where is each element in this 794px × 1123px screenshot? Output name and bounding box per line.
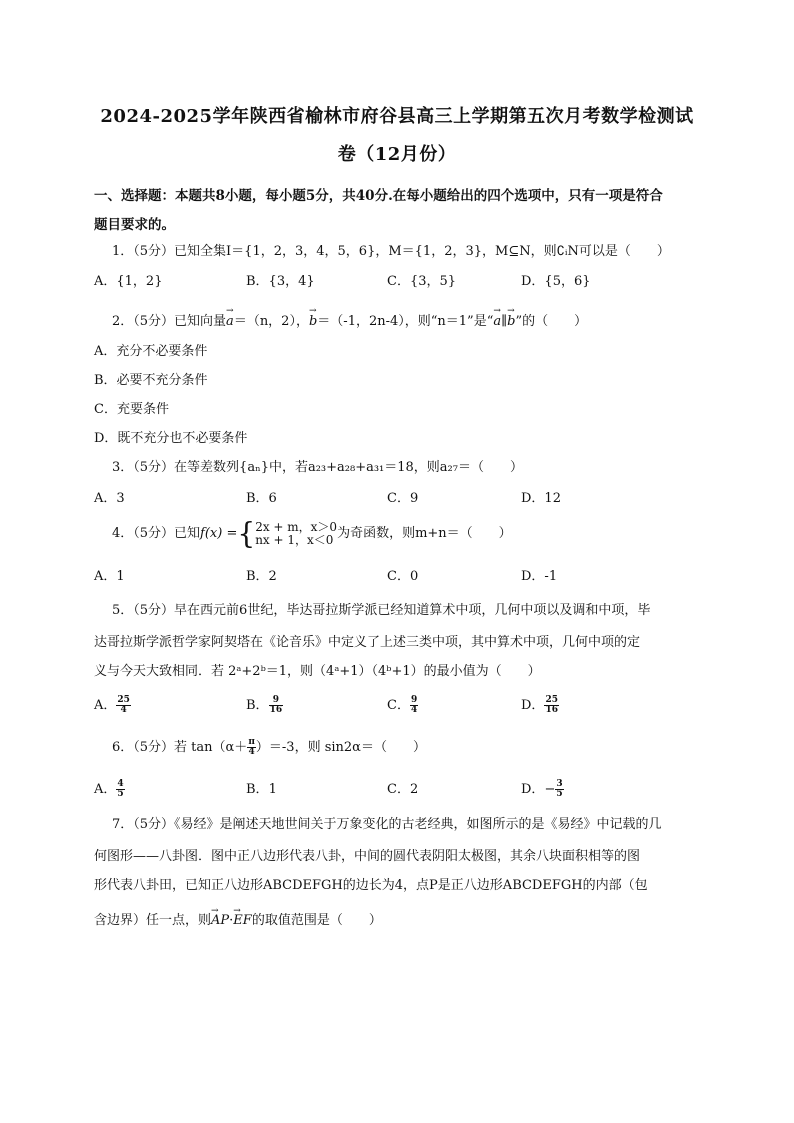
piecewise-cases — [255, 521, 337, 547]
numerator: 25 — [117, 695, 130, 705]
vector-a: → a — [226, 307, 234, 336]
section-instructions-line2: 题目要求的。 — [94, 217, 175, 233]
question-4-stem-prefix: 4．（5分）已知 — [112, 526, 201, 541]
question-5-line1: 5．（5分）早在西元前6世纪，毕达哥拉斯学派已经知道算术中项，几何中项以及调和中项，毕 — [112, 603, 651, 618]
fraction — [544, 696, 559, 715]
section-instructions-line1: 一、选择题：本题共8小题，每小题5分，共40分.在每小题给出的四个选项中，只有一项是符合 — [94, 188, 663, 204]
numerator: 3 — [556, 779, 563, 789]
question-2-option-b: B．必要不充分条件 — [94, 373, 208, 388]
exam-title-line1: 2024-2025学年陕西省榆林市府谷县高三上学期第五次月考数学检测试 — [100, 106, 694, 127]
question-3-option-a: A．3 — [94, 491, 125, 506]
piece-case-1: 2x + m，x＞0 — [255, 519, 338, 534]
question-5-stem — [112, 596, 712, 625]
vector-ap: → AP — [211, 910, 229, 932]
question-1-option-b: B．{3，4} — [246, 274, 315, 289]
numerator: 25 — [545, 695, 558, 705]
numerator: 9 — [410, 695, 418, 705]
question-2-option-d: D．既不充分也不必要条件 — [94, 431, 248, 446]
question-2-stem-part2: ＝（n，2）， — [233, 314, 309, 329]
question-6-option-c — [387, 780, 418, 800]
question-1-option-d: D．{5，6} — [521, 274, 591, 289]
question-7-line4 — [94, 910, 714, 932]
question-2-stem-part4: ”的（ ） — [515, 314, 588, 329]
exam-title-line2: 卷（12月份） — [337, 144, 457, 165]
question-3-stem: 3．（5分）在等差数列{aₙ}中，若a₂₃+a₂₈+a₃₁＝18，则a₂₇＝（ ） — [112, 460, 523, 475]
question-7-line1: 7．（5分）《易经》是阐述天地世间关于万象变化的古老经典，如图所示的是《易经》中记载的几 — [112, 817, 662, 832]
question-5-line2: 达哥拉斯学派哲学家阿契塔在《论音乐》中定义了上述三类中项，其中算术中项，几何中项的定 — [94, 635, 641, 650]
question-2-option-c: C．充要条件 — [94, 402, 169, 417]
question-5-option-a — [94, 696, 131, 716]
piecewise-brace: { — [237, 515, 256, 551]
numerator: π — [248, 737, 255, 747]
fraction — [555, 780, 563, 799]
vector-a-2: → a — [493, 307, 501, 336]
question-5-option-b — [246, 696, 283, 716]
denominator: 4 — [410, 705, 418, 715]
option-value: 2 — [409, 782, 419, 797]
option-letter: D． — [521, 698, 545, 713]
question-7-line2: 何图形——八卦图．图中正八边形代表八卦，中间的圆代表阴阳太极图，其余八块面积相等的图 — [94, 849, 641, 864]
option-value: 1 — [268, 782, 277, 797]
question-2-stem-part3: ＝（-1，2n-4），则“n＝1”是“ — [317, 314, 494, 329]
question-4-stem-suffix: 为奇函数，则m+n＝（ ） — [337, 526, 512, 541]
option-letter: C． — [387, 782, 410, 797]
question-6-stem — [112, 733, 712, 762]
vector-b-2: → b — [507, 307, 515, 336]
question-6-stem-suffix: ）＝-3，则 sin2α＝（ ） — [255, 740, 426, 755]
numerator: 9 — [269, 696, 284, 706]
numerator: 4 — [117, 779, 124, 789]
fraction — [269, 696, 284, 715]
question-4-option-a: A．1 — [94, 569, 125, 584]
denominator: 16 — [545, 705, 558, 715]
option-letter: A． — [94, 782, 117, 797]
question-5-line3: 义与今天大致相同．若 2ᵃ+2ᵇ＝1，则（4ᵃ+1）（4ᵇ+1）的最小值为（ ） — [94, 664, 541, 679]
minus-sign: − — [544, 782, 556, 797]
question-3-option-d: D．12 — [521, 491, 561, 506]
question-5-option-d — [521, 696, 559, 716]
question-7-line3: 形代表八卦田，已知正八边形ABCDEFGH的边长为4，点P是正八边形ABCDEFGH的内部（包 — [94, 878, 648, 893]
question-5-option-c — [387, 696, 418, 716]
fraction — [116, 696, 131, 715]
denominator: 4 — [120, 705, 127, 715]
question-2-option-a: A．充分不必要条件 — [94, 344, 208, 359]
question-2-stem — [112, 307, 712, 336]
vector-ef: → EF — [233, 910, 252, 932]
function-name: f(x) = — [200, 526, 238, 541]
question-7-line4-prefix: 含边界）任一点，则 — [94, 913, 212, 928]
question-1-option-c: C．{3，5} — [387, 274, 457, 289]
dot-product-symbol: · — [229, 913, 234, 928]
question-1-option-a: A．{1，2} — [94, 274, 163, 289]
question-3-option-c: C．9 — [387, 491, 419, 506]
pi-over-4 — [247, 738, 256, 757]
denominator: 4 — [248, 747, 255, 757]
question-1-stem: 1．（5分）已知全集I＝{1，2，3，4，5，6}，M＝{1，2，3}，M⊆N，则∁ᵢN可以是（ ） — [112, 244, 670, 259]
option-letter: B． — [246, 698, 269, 713]
question-4-option-c: C．0 — [387, 569, 419, 584]
question-6-option-a — [94, 780, 125, 800]
option-letter: D． — [521, 782, 545, 797]
parallel-symbol: ∥ — [501, 314, 508, 329]
fraction — [116, 780, 124, 799]
denominator: 5 — [117, 789, 124, 799]
option-letter: B． — [246, 782, 269, 797]
vector-b: → b — [309, 307, 317, 336]
question-4-option-d: D．-1 — [521, 569, 558, 584]
section-instructions — [94, 182, 706, 240]
fraction — [410, 696, 418, 715]
question-3-option-b: B．6 — [246, 491, 277, 506]
option-letter: C． — [387, 698, 410, 713]
question-4-stem — [112, 515, 712, 551]
question-6-option-d — [521, 780, 564, 800]
piece-case-2: nx + 1，x＜0 — [255, 532, 334, 547]
denominator: 5 — [556, 789, 563, 799]
question-7-line4-suffix: 的取值范围是（ ） — [251, 913, 382, 928]
option-letter: A． — [94, 698, 117, 713]
question-6-stem-prefix: 6．（5分）若 tan（α＋ — [112, 740, 248, 755]
question-4-option-b: B．2 — [246, 569, 277, 584]
question-2-stem-part1: 2．（5分）已知向量 — [112, 314, 227, 329]
question-6-option-b — [246, 780, 277, 800]
denominator: 16 — [269, 705, 283, 715]
